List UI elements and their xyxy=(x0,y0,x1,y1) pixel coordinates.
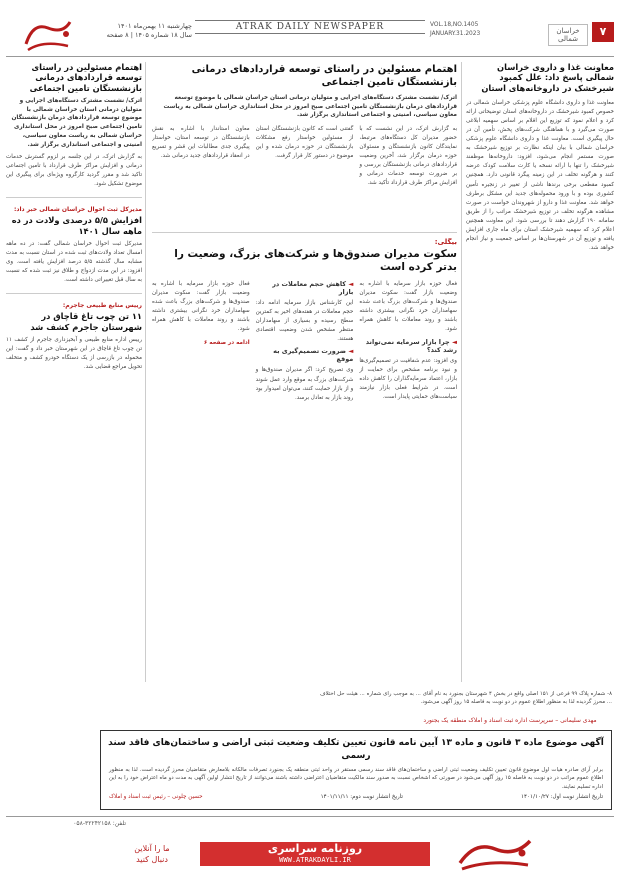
date-line-1: چهارشنبه ۱۱ بهمن‌ماه ۱۴۰۱ xyxy=(117,22,192,30)
center-article xyxy=(152,238,457,678)
center-body-2: وی افزود: عدم شفافیت در تصمیم‌گیری‌ها و نبود برنامه مشخص برای حمایت از بازار، اعتماد سرمایه‌گذاران را کاهش داده است. در شرایط فعلی بازار نیازمند سیاست‌های حمایتی پایدار است. xyxy=(359,357,457,400)
advert-date-2: تاریخ انتشار نوبت دوم: ۱۴۰۱/۱۱/۱۱ xyxy=(320,794,403,801)
center-body-3: این کارشناس بازار سرمایه ادامه داد: حجم معاملات در هفته‌های اخیر به کمترین سطح رسیده و بسیاری از سهامداران منتظر مشخص شدن وضعیت اقتصادی هستند. xyxy=(255,300,354,343)
left-divider-2 xyxy=(6,293,142,294)
footer-online-line-2: دنبال کنید xyxy=(136,855,168,864)
footer-online xyxy=(110,843,194,865)
masthead: ATRAK DAILY NEWSPAPER xyxy=(195,20,425,34)
registry-notice: ۸- شماره پلاک ۹۹ فرعی از ۱۵۱ اصلی واقع در بخش ۴ شهرستان بجنورد به نام آقای ... به موجب رای شماره ... هیئت حل اختلاف ... محرز گردیده لذا به منظور اطلاع عموم در دو نوبت به فاصله ۱۵ روز آگهی می‌شود. xyxy=(320,691,612,706)
right-article-body: معاونت غذا و داروی دانشگاه علوم پزشکی خراسان شمالی در خصوص کمبود شیرخشک در داروخانه‌های استان توضیحاتی ارائه کرد و اعلام نمود که توزیع این اقلام بر اساس سهمیه ابلاغی صورت می‌گیرد و با هماهنگی شرکت‌های پخش، تأمین آن در حال پیگیری است. معاونت غذا و داروی دانشگاه علوم پزشکی خراسان شمالی با بیان اینکه نظارت بر توزیع شیرخشک به صورت مستمر انجام می‌شود، افزود: داروخانه‌ها موظفند شیرخشک را تنها با ارائه نسخه یا کارت سلامت کودک عرضه کنند و هرگونه تخلف در این زمینه پیگرد قانونی دارد. همچنین کمبود مقطعی برخی برندها ناشی از تغییر در زنجیره تأمین کشوری بوده و با ورود محموله‌های جدید این مشکل برطرف خواهد شد. معاونت غذا و دارو از شهروندان خواست در صورت مشاهده هرگونه تخلف در توزیع شیرخشک مراتب را از طریق سامانه ۱۹۰ گزارش دهند تا بررسی شود. این معاونت همچنین اعلام کرد که سهمیه شیرخشک استان برای ماه جاری افزایش یافته و توزیع آن در شهرستان‌ها بر اساس جمعیت و نیاز انجام خواهد شد. xyxy=(466,100,614,251)
section-label: خراسان شمالی xyxy=(548,24,588,46)
column-divider-left xyxy=(145,62,146,682)
main-article-headline: اهتمام مسئولین در راستای توسعه قراردادهای درمانی بازنشستگان تامین اجتماعی xyxy=(191,64,457,88)
advert-date-1: تاریخ انتشار نوبت اول: ۱۴۰۱/۱۰/۲۷ xyxy=(521,794,603,801)
center-article-headline: سکوت مدیران صندوق‌ها و شرکت‌های بزرگ، وضعیت را بدتر کرده است xyxy=(174,248,457,274)
volume-info xyxy=(430,20,540,38)
main-article-col-2: گفتنی است که کانون بازنشستگان استان از مسئولین خواستار رفع مشکلات بازنشستگان در حوزه درمان شده و این موضوع در دستور کار قرار گرفت. xyxy=(255,126,354,160)
main-article xyxy=(152,64,457,224)
atrak-logo-icon xyxy=(18,14,78,56)
left-article-2-headline: افزایش ۵/۵ درصدی ولادت در ده ماهه سال ۱۴۰۱ xyxy=(11,215,142,236)
left-article-1-body: به گزارش اترک، در این جلسه بر لزوم گسترش خدمات درمانی و افزایش مراکز طرف قرارداد با تامین اجتماعی تاکید شد و مقرر گردید کارگروه ویژه‌ای برای پیگیری این موضوع تشکیل شود. xyxy=(6,154,142,188)
footer-url[interactable]: WWW.ATRAKDAYLI.IR xyxy=(279,856,351,864)
english-date: JANUARY.31.2023 xyxy=(430,29,481,37)
left-article-3-kicker: رییس منابع طبیعی جاجرم: xyxy=(62,302,142,310)
left-article-2-body: مدیرکل ثبت احوال خراسان شمالی گفت: در ده ماهه امسال تعداد ولادت‌های ثبت شده در استان نسبت به مدت مشابه سال گذشته ۵/۵ درصد افزایش یافته است. وی افزود: در این مدت ازدواج و طلاق نیز ثبت شده که نسبت به سال قبل تغییراتی داشته است. xyxy=(6,241,142,284)
left-article-1-lead: اترک/ نشست مشترک دستگاه‌های اجرایی و متولیان درمانی استان خراسان شمالی با موضوع توسعه قراردادهای درمان بازنشستگان تامین اجتماعی صبح امروز در محل استانداری خراسان شمالی به ریاست معاون سیاسی، امنیتی و اجتماعی استانداری برگزار شد. xyxy=(11,98,142,148)
footer-brand: روزنامه سراسری xyxy=(267,842,363,855)
left-article-3 xyxy=(6,302,142,372)
center-article-kicker: بیگلی: xyxy=(434,238,457,246)
left-divider-1 xyxy=(6,197,142,198)
column-divider xyxy=(461,62,462,682)
advert-body: برابر آرای صادره هیات اول موضوع قانون تعیین تکلیف وضعیت ثبتی اراضی و ساختمان‌های فاقد سند رسمی مستقر در واحد ثبتی منطقه یک بجنورد تصرفات مالکانه بلامعارض متقاضیان محرز گردیده است. لذا به منظور اطلاع عموم مراتب در دو نوبت به فاصله ۱۵ روز آگهی می‌شود در صورتی که اشخاص نسبت به صدور سند مالکیت متقاضیان اعتراضی داشته باشند می‌توانند از تاریخ انتشار اولین آگهی به مدت دو ماه اعتراض خود را به این اداره تسلیم نمایند. xyxy=(109,767,603,790)
footer-atrak-logo-icon xyxy=(450,835,540,875)
right-article-headline: معاونت غذا و داروی خراسان شمالی پاسخ داد: علل کمبود شیرخشک در داروخانه‌های استان xyxy=(481,62,614,93)
header-divider xyxy=(6,56,614,57)
center-body-4: وی تصریح کرد: اگر مدیران صندوق‌ها و شرکت‌های بزرگ به موقع وارد عمل شوند و از بازار حمایت کنند، می‌توان امیدوار بود روند بازار به تعادل برسد. xyxy=(255,367,354,401)
left-article-2 xyxy=(6,206,142,285)
continue-link[interactable]: ادامه در صفحه ۶ xyxy=(203,339,250,346)
footer-banner[interactable] xyxy=(200,842,430,866)
center-subhead-1: ◄ چرا بازار سرمایه نمی‌تواند رشد کند؟ xyxy=(359,338,457,354)
row-divider xyxy=(152,232,457,233)
footer-phone: تلفن: ۳۲۲۴۲۱۵۸-۰۵۸ xyxy=(73,820,126,827)
right-article xyxy=(466,62,614,682)
page-number: ۷ xyxy=(592,22,614,42)
center-body-1-repeat: فعال حوزه بازار سرمایه با اشاره به وضعیت بازار گفت: سکوت مدیران صندوق‌ها و شرکت‌های بزرگ باعث شده سهامداران خرد نگرانی بیشتری داشته باشند و روند معاملات با کاهش همراه شود. xyxy=(152,281,250,333)
left-article-1-headline: اهتمام مسئولین در راستای توسعه قراردادهای درمانی بازنشستگان تامین اجتماعی xyxy=(29,62,142,93)
left-article-2-kicker: مدیرکل ثبت احوال خراسان شمالی خبر داد: xyxy=(13,206,142,214)
left-column xyxy=(6,62,142,682)
date-line-2: سال ۱۸ شماره ۱۴۰۵ | ۸ صفحه xyxy=(106,31,192,39)
advert-signature: حسین چلونی – رئیس ثبت اسناد و املاک xyxy=(109,794,203,801)
left-article-3-headline: ۱۱ تن چوب تاغ قاچاق در شهرستان جاجرم کشف شد xyxy=(30,311,142,332)
center-body-1: فعال حوزه بازار سرمایه با اشاره به وضعیت بازار گفت: سکوت مدیران صندوق‌ها و شرکت‌های بزرگ باعث شده سهامداران خرد نگرانی بیشتری داشته باشند و روند معاملات با کاهش همراه شود. xyxy=(359,281,457,333)
center-subhead-3: ◄ ضرورت تصمیم‌گیری به موقع xyxy=(256,347,354,363)
advert-title: آگهی موضوع ماده ۳ قانون و ماده ۱۳ آیین نامه قانون تعیین تکلیف وضعیت ثبتی اراضی و ساختمان‌های فاقد سند رسمی xyxy=(108,738,604,761)
main-article-lead: اترک/ نشست مشترک دستگاه‌های اجرایی و متولیان درمانی استان خراسان شمالی با موضوع توسعه قراردادهای درمان بازنشستگان تامین اجتماعی صبح امروز در محل استانداری خراسان شمالی به ریاست معاون سیاسی، امنیتی و اجتماعی استانداری برگزار شد. xyxy=(163,95,457,119)
legal-advert xyxy=(100,730,612,810)
registry-notice-signature: مهدی سلیمانی – سرپرست اداره ثبت اسناد و املاک منطقه یک بجنورد xyxy=(423,717,597,724)
left-article-1 xyxy=(6,62,142,189)
volume-number: VOL.18,NO.1405 xyxy=(430,20,479,28)
main-article-col-3: معاون استاندار با اشاره به نقش بازنشستگان در توسعه استان، خواستار پیگیری جدی مطالبات این قشر و تسریع در انعقاد قراردادهای جدید درمانی شد. xyxy=(152,126,250,160)
main-article-col-1: به گزارش اترک، در این نشست که با حضور مدیران کل دستگاه‌های مرتبط، نمایندگان کانون بازنشستگان و مسئولان حوزه درمان برگزار شد، آخرین وضعیت قراردادهای درمانی بازنشستگان بررسی و بر ضرورت توسعه خدمات درمانی و افزایش مراکز طرف قرارداد تأکید شد. xyxy=(359,126,457,187)
persian-date xyxy=(82,22,192,40)
footer-divider xyxy=(6,816,614,817)
center-subhead-2: ◄ کاهش حجم معاملات در بازار xyxy=(256,280,354,296)
footer-online-line-1: ما را آنلاین xyxy=(134,844,170,853)
left-article-3-body: رییس اداره منابع طبیعی و آبخیزداری جاجرم از کشف ۱۱ تن چوب تاغ قاچاق در این شهرستان خبر داد و گفت: این محموله در بازرسی از یک دستگاه خودرو کشف و متخلف تحویل مراجع قضایی شد. xyxy=(6,337,142,371)
